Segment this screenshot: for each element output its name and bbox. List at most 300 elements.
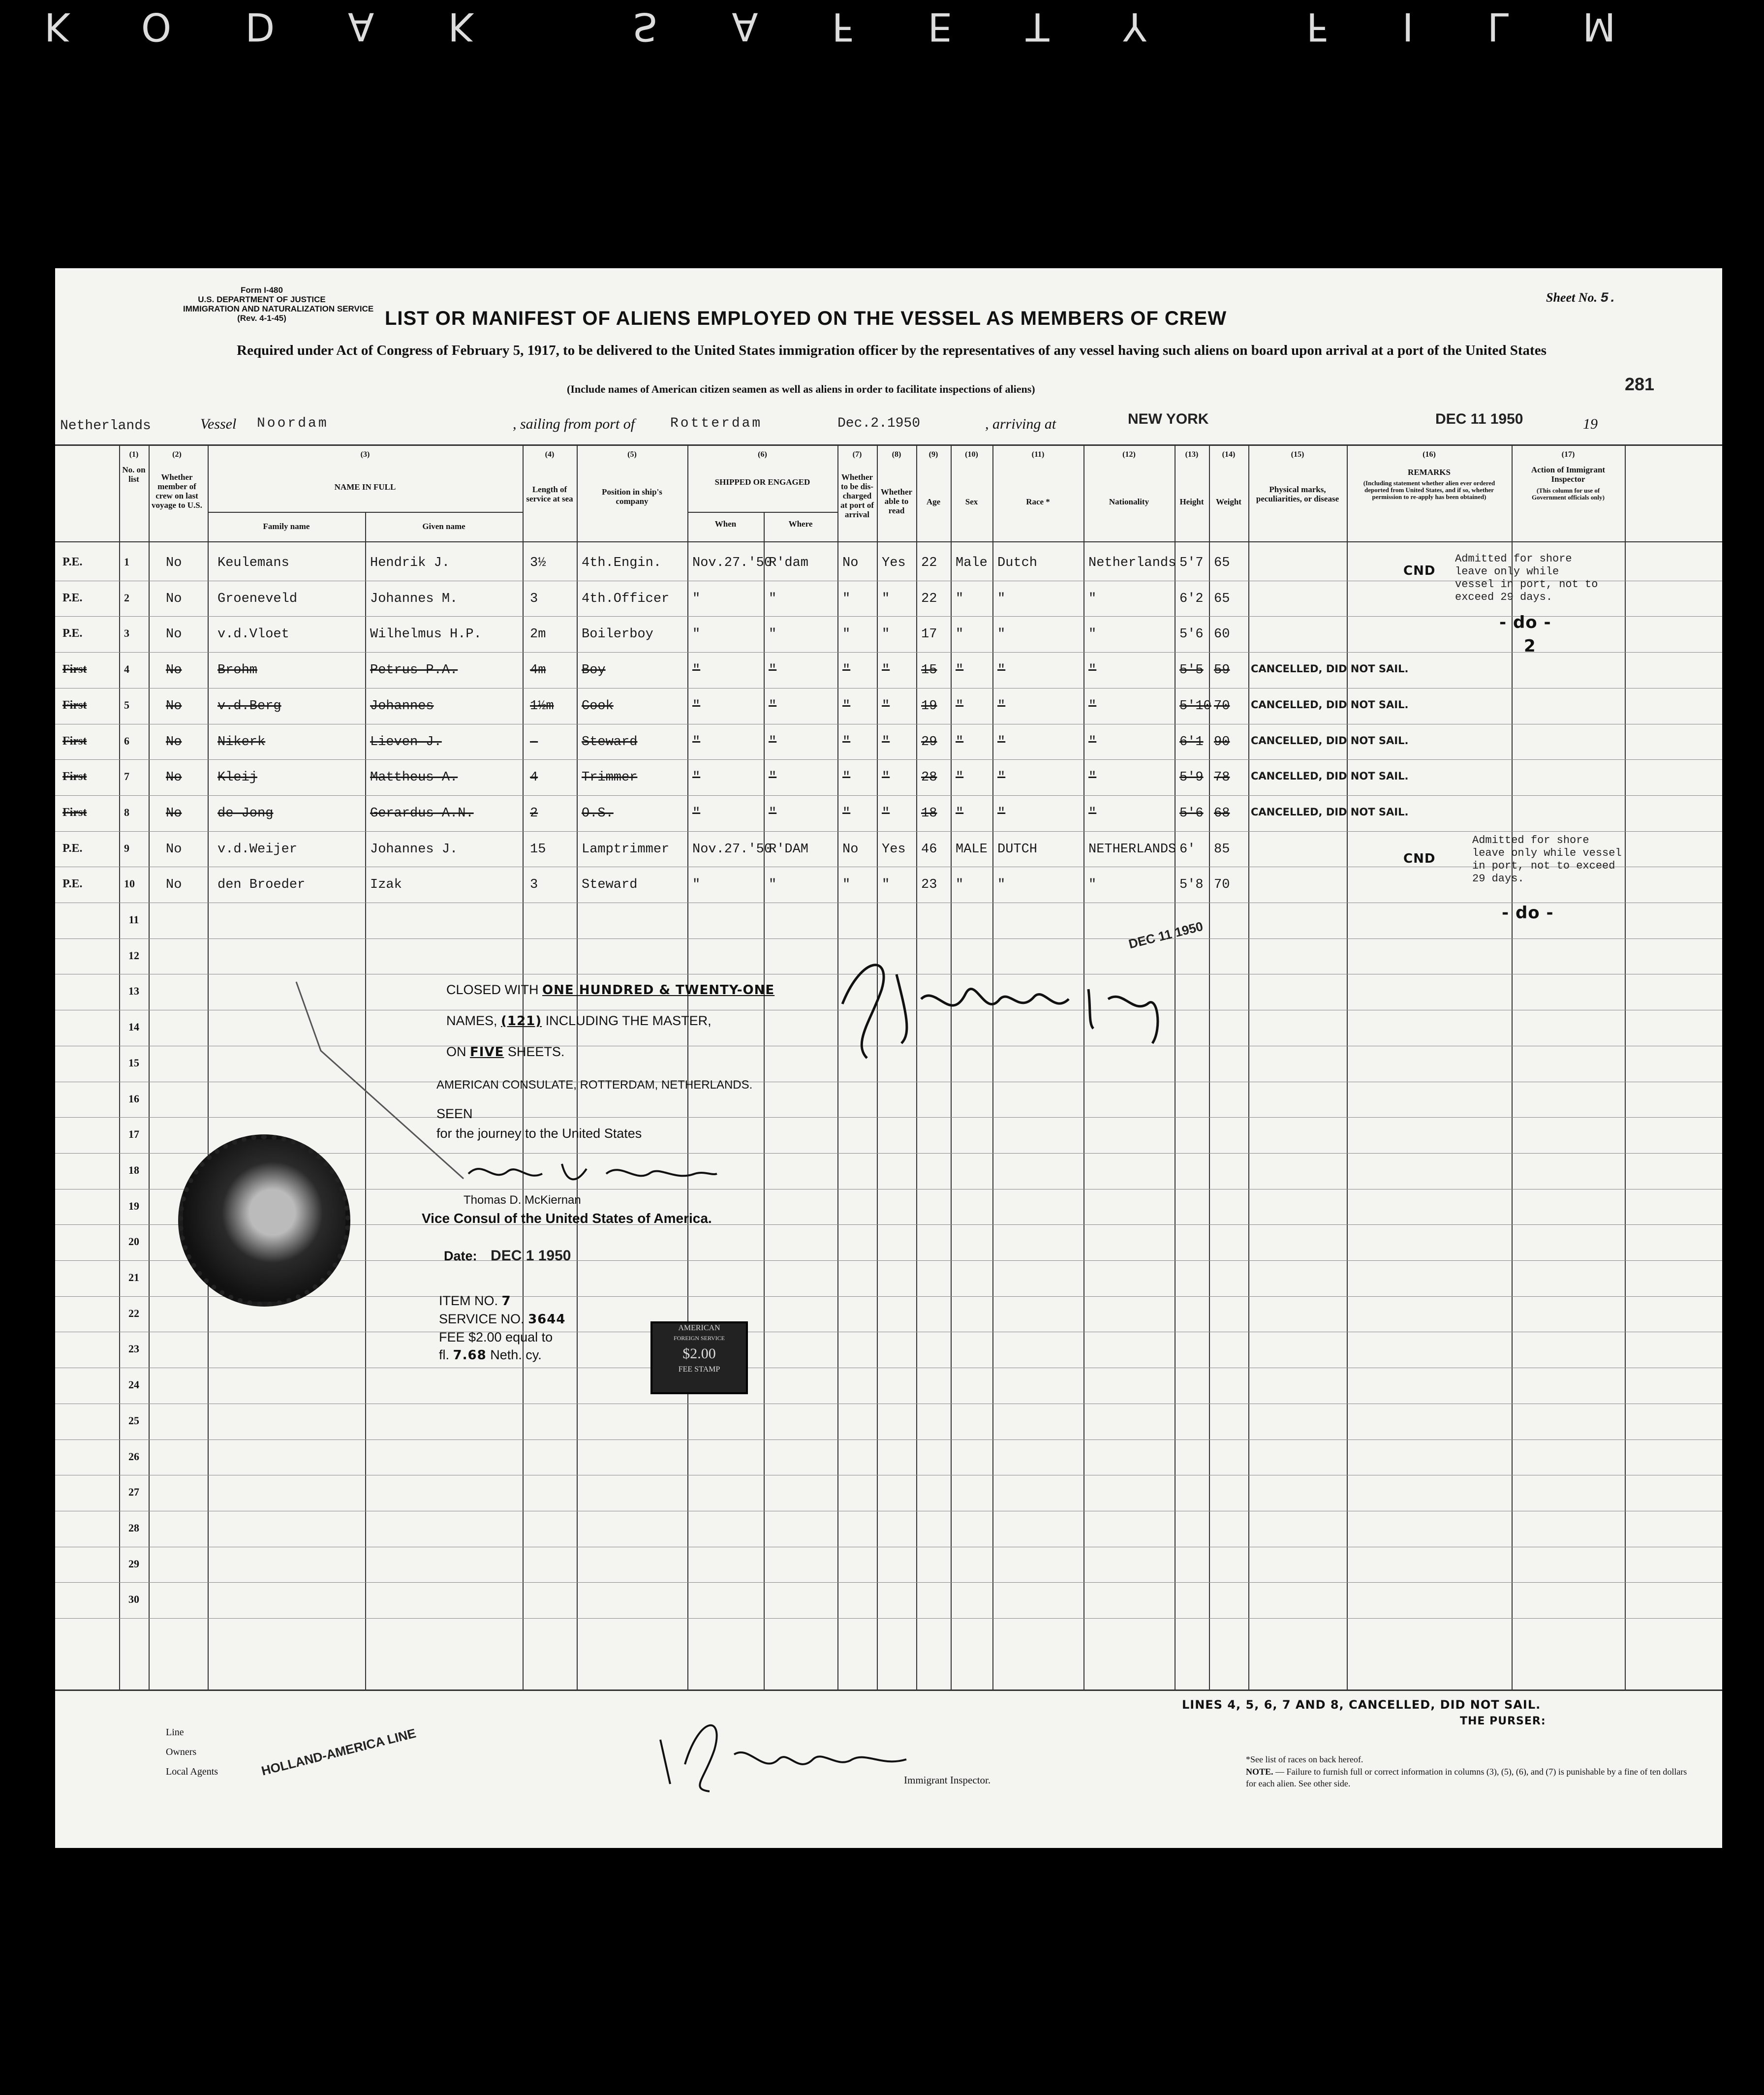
- note-text: — Failure to furnish full or correct information in columns (3), (5), (6), and (7) is punishable by a fine of ten dollars for each alien. See other side.: [1246, 1767, 1687, 1788]
- col-head-height: Height: [1179, 497, 1204, 506]
- age: 23: [921, 877, 937, 892]
- col-head-shipped: SHIPPED OR ENGAGED: [714, 477, 810, 487]
- guilders-value: 7.68: [453, 1348, 487, 1363]
- crew-member-flag: No: [166, 627, 182, 642]
- engaged-where: ": [769, 806, 777, 821]
- table-top-border: [55, 444, 1722, 446]
- closing-statement: [446, 974, 774, 1067]
- col-num-1: (1): [129, 450, 139, 459]
- nationality: ": [1088, 699, 1097, 714]
- height: 5'6: [1179, 806, 1204, 821]
- journey-text: for the journey to the United States: [436, 1126, 642, 1141]
- cancellation-note: LINES 4, 5, 6, 7 AND 8, CANCELLED, DID NOT SAIL.: [1182, 1698, 1541, 1712]
- row-number: 26: [128, 1450, 139, 1463]
- row-number: 13: [128, 985, 139, 997]
- col-head-action: Action of Immigrant Inspector: [1531, 465, 1606, 484]
- arrival-port: NEW YORK: [1128, 411, 1209, 427]
- age: 17: [921, 627, 937, 642]
- length-of-service: 2: [530, 806, 538, 821]
- revenue-stamp: [650, 1321, 748, 1394]
- col-num-8: (8): [892, 450, 901, 459]
- form-identifier: [183, 285, 374, 323]
- weight: 65: [1214, 556, 1230, 570]
- given-name: Hendrik J.: [370, 556, 450, 570]
- engaged-when: ": [692, 699, 701, 714]
- row-rule: [55, 1296, 1722, 1297]
- able-to-read: ": [882, 627, 890, 642]
- row-number: 30: [128, 1593, 139, 1605]
- row-number: 10: [124, 877, 135, 890]
- consulate-block: [436, 1075, 752, 1143]
- engaged-when: Nov.27.'50: [692, 556, 773, 570]
- agents-label: Local Agents: [166, 1766, 218, 1777]
- col-head-physical: Physical marks, peculiarities, or disease: [1256, 485, 1339, 503]
- ship-position: Cook: [582, 699, 614, 714]
- date-value: DEC 1 1950: [491, 1248, 571, 1264]
- service: IMMIGRATION AND NATURALIZATION SERVICE: [183, 304, 374, 313]
- row-number: 17: [128, 1128, 139, 1140]
- able-to-read: ": [882, 770, 890, 785]
- age: 22: [921, 592, 937, 606]
- length-of-service: 15: [530, 842, 546, 857]
- crew-member-flag: No: [166, 663, 182, 678]
- row-number: 27: [128, 1486, 139, 1498]
- age: 22: [921, 556, 937, 570]
- height: 6'1: [1179, 735, 1204, 750]
- col-head-sex: Sex: [965, 497, 978, 506]
- currency-label: Neth. cy.: [490, 1347, 542, 1362]
- engaged-where: ": [769, 735, 777, 750]
- col-head-whether-member: Whether member of crew on last voyage to U.S.: [152, 472, 202, 510]
- column-divider: [837, 444, 838, 1689]
- family-name: v.d.Vloet: [217, 627, 289, 642]
- race: Dutch: [997, 556, 1038, 570]
- inspection-date-stamp: DEC 11 1950: [1127, 918, 1205, 952]
- weight: 68: [1214, 806, 1230, 821]
- row-number: 21: [128, 1271, 139, 1283]
- row-number: 7: [124, 770, 129, 782]
- form-subtitle: Required under Act of Congress of February 5, 1917, to be delivered to the United States immigration officer by the representatives of any vessel having such aliens on board upon arrival at a port of the United States: [237, 343, 1547, 358]
- col-head-age: Age: [926, 497, 941, 506]
- family-name: Kleij: [217, 770, 258, 785]
- row-number: 25: [128, 1414, 139, 1427]
- note-label: NOTE.: [1246, 1767, 1273, 1777]
- row-prefix: P.E.: [62, 627, 83, 640]
- row-number: 9: [124, 842, 129, 854]
- sex: ": [956, 877, 964, 892]
- column-divider: [119, 444, 120, 1689]
- able-to-read: ": [882, 806, 890, 821]
- including-label: INCLUDING THE MASTER,: [545, 1013, 712, 1028]
- row-prefix: First: [62, 735, 87, 748]
- row-prefix: P.E.: [62, 592, 83, 604]
- column-divider: [1347, 444, 1348, 1689]
- given-name: Johannes J.: [370, 842, 458, 857]
- given-name: Johannes: [370, 699, 434, 714]
- crew-member-flag: No: [166, 735, 182, 750]
- col-num-13: (13): [1185, 450, 1199, 459]
- family-name: Keulemans: [217, 556, 289, 570]
- age: 46: [921, 842, 937, 857]
- col-head-name-in-full: NAME IN FULL: [334, 482, 396, 492]
- col-num-15: (15): [1291, 450, 1304, 459]
- engaged-where: ": [769, 770, 777, 785]
- fee-line: FEE $2.00 equal to: [439, 1330, 553, 1345]
- nationality: ": [1088, 592, 1097, 606]
- owners-label: Owners: [166, 1747, 197, 1757]
- guilders-label: fl.: [439, 1347, 450, 1362]
- weight: 85: [1214, 842, 1230, 857]
- engaged-when: ": [692, 806, 701, 821]
- names-line: [446, 1005, 774, 1036]
- nationality: Netherlands: [1088, 556, 1176, 570]
- row-number: 11: [128, 913, 139, 926]
- remark-row-1: Admitted for shore leave only while vessel in port, not to exceed 29 days.: [1455, 553, 1598, 603]
- ship-position: 4th.Engin.: [582, 556, 662, 570]
- sex: ": [956, 592, 964, 606]
- consul-title: Vice Consul of the United States of America.: [422, 1211, 712, 1226]
- col-head-action-sub: (This column for use of Government officials only): [1531, 487, 1605, 501]
- closed-with-label: CLOSED WITH: [446, 982, 539, 997]
- row-number: 28: [128, 1522, 139, 1534]
- row-rule: [55, 759, 1722, 760]
- crew-member-flag: No: [166, 556, 182, 570]
- column-divider: [208, 444, 209, 1689]
- able-to-read: ": [882, 877, 890, 892]
- crew-member-flag: No: [166, 877, 182, 892]
- column-divider: [1083, 444, 1084, 1689]
- col-head-length-service: Length of service at sea: [526, 485, 573, 503]
- consul-signature: [464, 1154, 719, 1193]
- sex: ": [956, 627, 964, 642]
- remark-row-1-mark: CND: [1403, 563, 1436, 578]
- nationality: ": [1088, 770, 1097, 785]
- row-number: 12: [128, 949, 139, 962]
- race: ": [997, 592, 1006, 606]
- row-rule: [55, 1439, 1722, 1440]
- crew-member-flag: No: [166, 806, 182, 821]
- crew-member-flag: No: [166, 842, 182, 857]
- race: ": [997, 699, 1006, 714]
- nationality: ": [1088, 663, 1097, 678]
- discharged-flag: No: [842, 556, 859, 570]
- revision: (Rev. 4-1-45): [237, 313, 286, 323]
- discharged-flag: ": [842, 735, 851, 750]
- departure-port: Rotterdam: [670, 416, 763, 431]
- given-name: Wilhelmus H.P.: [370, 627, 482, 642]
- length-of-service: 1½m: [530, 699, 554, 714]
- height: 5'10: [1179, 699, 1211, 714]
- revenue-line2: FOREIGN SERVICE: [673, 1335, 725, 1342]
- revenue-value: $2.00: [682, 1345, 716, 1362]
- engaged-when: Nov.27.'50: [692, 842, 773, 857]
- form-number: Form I-480: [241, 285, 283, 295]
- length-of-service: -: [530, 735, 538, 750]
- sex: ": [956, 663, 964, 678]
- row-prefix: P.E.: [62, 556, 83, 568]
- footer-labels: [166, 1722, 218, 1782]
- master-signature: [823, 945, 1177, 1063]
- remark-row-10: - do -: [1502, 903, 1554, 923]
- col-head-able-read: Whether able to read: [880, 487, 913, 515]
- inspector-label: Immigrant Inspector.: [904, 1774, 991, 1786]
- form-title: LIST OR MANIFEST OF ALIENS EMPLOYED ON THE VESSEL AS MEMBERS OF CREW: [385, 308, 1227, 329]
- col-head-no-on-list: No. on list: [122, 465, 146, 484]
- on-label: ON: [446, 1044, 466, 1059]
- closed-with-value: ONE HUNDRED & TWENTY-ONE: [542, 983, 775, 998]
- row-prefix: First: [62, 663, 87, 676]
- row-number: 22: [128, 1307, 139, 1319]
- physical-marks: CANCELLED, DID NOT SAIL.: [1251, 663, 1409, 675]
- sheet-value: 5.: [1600, 291, 1617, 306]
- weight: 59: [1214, 663, 1230, 678]
- discharged-flag: ": [842, 663, 851, 678]
- row-rule: [55, 795, 1722, 796]
- engaged-where: R'dam: [769, 556, 809, 570]
- discharged-flag: ": [842, 699, 851, 714]
- ship-position: Boy: [582, 663, 606, 678]
- nationality: ": [1088, 877, 1097, 892]
- vessel-name: Noordam: [257, 416, 329, 431]
- weight: 70: [1214, 699, 1230, 714]
- discharged-flag: ": [842, 770, 851, 785]
- sex: ": [956, 806, 964, 821]
- row-number: 16: [128, 1093, 139, 1105]
- consulate-name: AMERICAN CONSULATE, ROTTERDAM, NETHERLANDS.: [436, 1078, 753, 1092]
- able-to-read: ": [882, 699, 890, 714]
- engaged-when: ": [692, 592, 701, 606]
- crew-member-flag: No: [166, 592, 182, 606]
- column-divider: [1209, 444, 1210, 1689]
- row-prefix: First: [62, 806, 87, 819]
- row-prefix: First: [62, 770, 87, 783]
- header-subdivider: [687, 512, 837, 513]
- family-name: Nikerk: [217, 735, 266, 750]
- length-of-service: 3: [530, 877, 538, 892]
- column-divider: [1175, 444, 1176, 1689]
- discharged-flag: ": [842, 627, 851, 642]
- col-head-given-name: Given name: [422, 522, 465, 531]
- col-num-12: (12): [1122, 450, 1136, 459]
- sex: ": [956, 770, 964, 785]
- physical-marks: CANCELLED, DID NOT SAIL.: [1251, 735, 1409, 747]
- form-note: (Include names of American citizen seamen as well as aliens in order to facilitate inspections of aliens): [567, 383, 1035, 395]
- line-label: Line: [166, 1727, 184, 1738]
- col-head-nationality: Nationality: [1109, 497, 1149, 506]
- engaged-where: ": [769, 592, 777, 606]
- ship-position: 4th.Officer: [582, 592, 670, 606]
- ship-position: Steward: [582, 735, 638, 750]
- race: DUTCH: [997, 842, 1038, 857]
- sheets-label: SHEETS.: [507, 1044, 565, 1059]
- col-num-6: (6): [758, 450, 767, 459]
- physical-marks: CANCELLED, DID NOT SAIL.: [1251, 806, 1409, 818]
- given-name: Mattheus A.: [370, 770, 458, 785]
- department: U.S. DEPARTMENT OF JUSTICE: [198, 295, 326, 304]
- film-edge-text: KODAK SAFETY FILM: [44, 4, 1690, 48]
- race: ": [997, 663, 1006, 678]
- row-number: 18: [128, 1164, 139, 1176]
- length-of-service: 3: [530, 592, 538, 606]
- ship-position: Trimmer: [582, 770, 638, 785]
- service-value: 3644: [528, 1312, 566, 1327]
- service-line: [439, 1310, 565, 1328]
- col-head-weight: Weight: [1216, 497, 1241, 506]
- row-rule: [55, 652, 1722, 653]
- crew-member-flag: No: [166, 770, 182, 785]
- row-number: 29: [128, 1558, 139, 1570]
- fee-block: [439, 1292, 565, 1364]
- nationality: NETHERLANDS: [1088, 842, 1176, 857]
- age: 15: [921, 663, 937, 678]
- col-num-9: (9): [928, 450, 938, 459]
- col-head-remarks-sub: (Including statement whether alien ever ordered deported from United States, and if so, whether permission to re-apply has been obtained): [1363, 479, 1495, 500]
- arriving-label: , arriving at: [985, 416, 1056, 432]
- footer-note: [1246, 1766, 1689, 1789]
- discharged-flag: ": [842, 592, 851, 606]
- discharged-flag: No: [842, 842, 859, 857]
- able-to-read: Yes: [882, 842, 906, 857]
- length-of-service: 2m: [530, 627, 546, 642]
- year-label: 19: [1583, 416, 1598, 432]
- col-num-17: (17): [1561, 450, 1575, 459]
- col-num-14: (14): [1222, 450, 1236, 459]
- row-number: 19: [128, 1200, 139, 1212]
- row-number: 20: [128, 1235, 139, 1248]
- consul-date: [444, 1248, 571, 1264]
- remark-row-2: - do -: [1499, 613, 1551, 632]
- revenue-line3: FEE STAMP: [678, 1365, 720, 1374]
- nationality: ": [1088, 735, 1097, 750]
- races-note: *See list of races on back hereof.: [1246, 1754, 1363, 1764]
- given-name: Gerardus A.N.: [370, 806, 474, 821]
- row-number: 5: [124, 699, 129, 711]
- guilders-line: [439, 1346, 565, 1364]
- family-name: v.d.Berg: [217, 699, 281, 714]
- row-number: 1: [124, 556, 129, 568]
- engaged-where: ": [769, 627, 777, 642]
- family-name: v.d.Weijer: [217, 842, 298, 857]
- col-num-4: (4): [545, 450, 555, 459]
- pencil-stroke: [291, 977, 468, 1184]
- col-num-16: (16): [1423, 450, 1436, 459]
- row-number: 15: [128, 1057, 139, 1069]
- consul-name: Thomas D. McKiernan: [464, 1193, 581, 1207]
- weight: 60: [1214, 627, 1230, 642]
- col-head-where: Where: [788, 519, 813, 529]
- revenue-line1: AMERICAN: [678, 1324, 720, 1332]
- closed-with-line: [446, 974, 774, 1005]
- height: 5'6: [1179, 627, 1204, 642]
- age: 18: [921, 806, 937, 821]
- row-rule: [55, 938, 1722, 939]
- seen-label: SEEN: [436, 1106, 473, 1121]
- able-to-read: Yes: [882, 556, 906, 570]
- header-subdivider: [208, 512, 523, 513]
- column-divider: [149, 444, 150, 1689]
- physical-marks: CANCELLED, DID NOT SAIL.: [1251, 770, 1409, 782]
- race: ": [997, 806, 1006, 821]
- given-name: Lieven J.: [370, 735, 442, 750]
- row-prefix: P.E.: [62, 877, 83, 890]
- family-name: den Broeder: [217, 877, 306, 892]
- able-to-read: ": [882, 663, 890, 678]
- given-name: Izak: [370, 877, 402, 892]
- physical-marks: CANCELLED, DID NOT SAIL.: [1251, 699, 1409, 711]
- row-prefix: First: [62, 699, 87, 712]
- weight: 78: [1214, 770, 1230, 785]
- sheet-label: Sheet No.: [1546, 290, 1597, 305]
- row-number: 6: [124, 735, 129, 747]
- ship-position: O.S.: [582, 806, 614, 821]
- company-stamp: HOLLAND-AMERICA LINE: [260, 1725, 418, 1779]
- ship-position: Lamptrimmer: [582, 842, 670, 857]
- column-divider: [992, 444, 993, 1689]
- height: 5'8: [1179, 877, 1204, 892]
- row-number: 4: [124, 663, 129, 675]
- length-of-service: 3½: [530, 556, 546, 570]
- row-rule: [55, 831, 1722, 832]
- col-num-3: (3): [360, 450, 370, 459]
- weight: 90: [1214, 735, 1230, 750]
- height: 5'5: [1179, 663, 1204, 678]
- height: 5'9: [1179, 770, 1204, 785]
- sex: MALE: [956, 842, 988, 857]
- column-divider: [877, 444, 878, 1689]
- departure-date: Dec.2.1950: [837, 416, 921, 431]
- engaged-where: ": [769, 877, 777, 892]
- ship-position: Boilerboy: [582, 627, 653, 642]
- column-divider: [1625, 444, 1626, 1689]
- row-rule: [55, 1582, 1722, 1583]
- manifest-sheet: [55, 268, 1722, 1848]
- service-label: SERVICE NO.: [439, 1312, 525, 1326]
- sailing-label: , sailing from port of: [513, 416, 635, 432]
- engaged-when: ": [692, 627, 701, 642]
- remark-row-8: Admitted for shore leave only while vessel in port, not to exceed 29 days.: [1472, 834, 1622, 885]
- names-label: NAMES,: [446, 1013, 497, 1028]
- weight: 65: [1214, 592, 1230, 606]
- engaged-where: R'DAM: [769, 842, 809, 857]
- row-rule: [55, 616, 1722, 617]
- col-head-position: Position in ship's company: [602, 487, 662, 506]
- engaged-when: ": [692, 877, 701, 892]
- height: 5'7: [1179, 556, 1204, 570]
- item-line: [439, 1292, 565, 1310]
- remark-row-8-mark: CND: [1403, 851, 1436, 866]
- age: 28: [921, 770, 937, 785]
- remark-row-3: 2: [1524, 636, 1536, 656]
- given-name: Johannes M.: [370, 592, 458, 606]
- height: 6'2: [1179, 592, 1204, 606]
- col-head-family-name: Family name: [263, 522, 310, 531]
- col-num-2: (2): [172, 450, 182, 459]
- engaged-when: ": [692, 770, 701, 785]
- race: ": [997, 770, 1006, 785]
- length-of-service: 4m: [530, 663, 546, 678]
- column-divider: [1248, 444, 1249, 1689]
- height: 6': [1179, 842, 1196, 857]
- col-head-discharged: Whether to be dis-charged at port of arrival: [840, 472, 874, 519]
- able-to-read: ": [882, 735, 890, 750]
- row-number: 3: [124, 627, 129, 639]
- arrival-date-stamp: DEC 11 1950: [1435, 411, 1523, 427]
- family-name: Groeneveld: [217, 592, 298, 606]
- engaged-when: ": [692, 735, 701, 750]
- crew-member-flag: No: [166, 699, 182, 714]
- row-number: 2: [124, 592, 129, 604]
- col-num-10: (10): [965, 450, 978, 459]
